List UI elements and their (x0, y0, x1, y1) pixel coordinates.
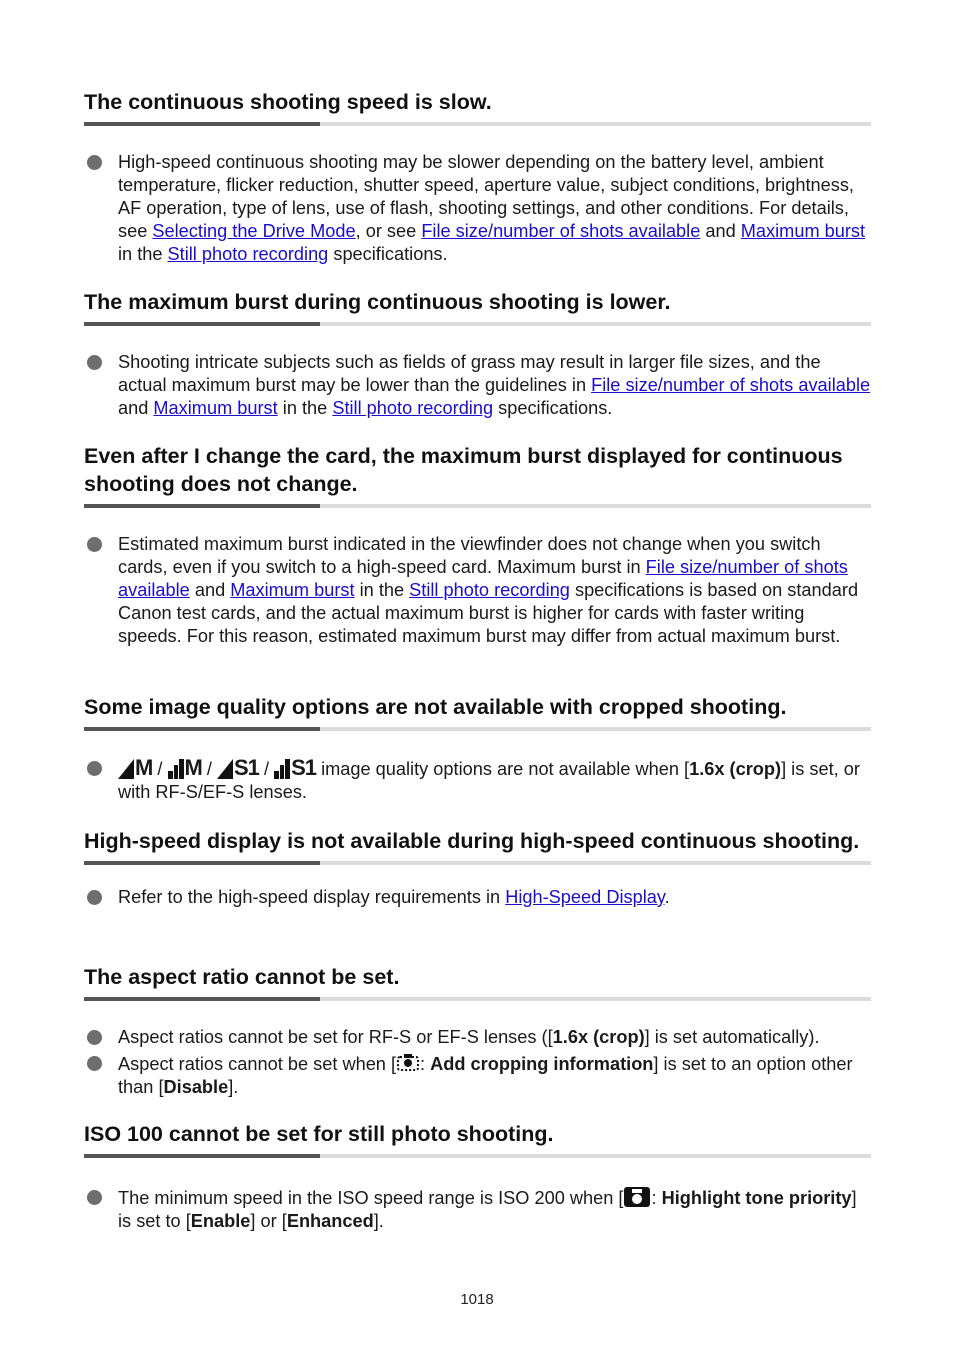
bullet-icon (87, 1190, 102, 1205)
section-image-quality-crop (84, 693, 871, 804)
camera-dotted-icon (396, 1052, 420, 1074)
bullet-icon (87, 1056, 102, 1071)
section-heading: The continuous shooting speed is slow. (84, 90, 492, 114)
link-selecting-drive-mode[interactable]: Selecting the Drive Mode (152, 221, 356, 241)
link-still-photo-recording[interactable]: Still photo recording (409, 580, 570, 600)
heading-rule (84, 504, 871, 508)
section-heading: The maximum burst during continuous shooting is lower. (84, 290, 671, 314)
heading-rule (84, 322, 871, 326)
text: . (664, 887, 670, 907)
bold-text: Enable (190, 1211, 251, 1231)
bullet-icon (87, 355, 102, 370)
text: , or see (355, 221, 422, 241)
bold-text: Disable (163, 1077, 229, 1097)
text: and (118, 398, 154, 418)
section-heading: Some image quality options are not available with cropped shooting. (84, 695, 787, 719)
text: The minimum speed in the ISO speed range is ISO 200 when [ (118, 1188, 624, 1208)
heading-rule (84, 1154, 871, 1158)
heading-rule (84, 122, 871, 126)
camera-icon (623, 1186, 651, 1208)
list-item (84, 1026, 871, 1049)
section-aspect-ratio (84, 963, 871, 1099)
link-maximum-burst[interactable]: Maximum burst (740, 221, 866, 241)
bullet-list (84, 1026, 871, 1099)
bullet-icon (87, 155, 102, 170)
bold-text: 1.6x (crop) (552, 1027, 645, 1047)
fine-m-quality-icon: M (118, 757, 152, 779)
link-file-size[interactable]: File size/number of shots available (118, 557, 848, 600)
text: ] is set to [ (118, 1188, 857, 1231)
text: ] is set to an option other than [ (118, 1054, 853, 1097)
text: and (700, 221, 741, 241)
link-still-photo-recording[interactable]: Still photo recording (167, 244, 329, 264)
link-file-size[interactable]: File size/number of shots available (591, 375, 871, 395)
bullet-list (84, 351, 871, 420)
bold-text: Enhanced (286, 1211, 374, 1231)
link-file-size[interactable]: File size/number of shots available (421, 221, 701, 241)
text: ] is set, or with RF-S/EF-S lenses. (118, 759, 860, 802)
separator: / (152, 759, 168, 779)
page-number: 1018 (460, 1291, 494, 1308)
section-iso-100 (84, 1120, 871, 1233)
section-card-change (84, 442, 871, 648)
section-heading: ISO 100 cannot be set for still photo shooting. (84, 1122, 554, 1146)
text: specifications. (328, 244, 448, 264)
text: ] or [ (250, 1211, 287, 1231)
list-item (84, 151, 871, 266)
text: in the (118, 244, 168, 264)
text: in the (277, 398, 333, 418)
bold-text: Add cropping information (430, 1054, 654, 1074)
text: ] is set automatically). (644, 1027, 820, 1047)
link-high-speed-display[interactable]: High-Speed Display (505, 887, 665, 907)
bullet-list (84, 1186, 871, 1233)
bullet-icon (87, 1030, 102, 1045)
bullet-icon (87, 537, 102, 552)
text: Estimated maximum burst indicated in the viewfinder does not change when you switch cards, even if you switch to a high-speed card. Maximum burst in (118, 534, 821, 577)
link-still-photo-recording[interactable]: Still photo recording (332, 398, 494, 418)
heading-rule (84, 727, 871, 731)
link-maximum-burst[interactable]: Maximum burst (153, 398, 278, 418)
text: image quality options are not available when [ (316, 759, 690, 779)
text: Shooting intricate subjects such as fields of grass may result in larger file sizes, and the actual maximum burst may be lower than the guidelines in (118, 352, 821, 395)
normal-s1-quality-icon: S1 (274, 757, 316, 779)
text: : (651, 1188, 662, 1208)
bullet-icon (87, 890, 102, 905)
text: ]. (228, 1077, 239, 1097)
text: specifications is based on standard Canon test cards, and the actual maximum burst is higher for cards with faster writing speeds. For this reason, estimated maximum burst may differ from actual maximum burst. (118, 580, 859, 646)
list-item (84, 1052, 871, 1099)
list-item (84, 886, 871, 909)
text: High-speed continuous shooting may be slower depending on the battery level, ambient temperature, flicker reduction, shutter speed, aperture value, subject conditions, brightness, AF operation, type of lens, use of flash, shooting settings, and other conditions. For details, see (118, 152, 854, 241)
separator: / (201, 759, 217, 779)
section-heading: High-speed display is not available during high-speed continuous shooting. (84, 829, 860, 853)
section-maximum-burst-lower (84, 288, 871, 420)
text: in the (354, 580, 410, 600)
bullet-list (84, 886, 871, 909)
list-item (84, 351, 871, 420)
fine-s1-quality-icon: S1 (217, 757, 259, 779)
section-heading: Even after I change the card, the maximum burst displayed for continuous shooting does not change. (84, 444, 843, 496)
list-item (84, 533, 871, 648)
list-item (84, 1186, 871, 1233)
separator: / (258, 759, 275, 779)
normal-m-quality-icon: M (168, 757, 202, 779)
section-continuous-speed (84, 88, 871, 266)
heading-rule (84, 861, 871, 865)
list-item (84, 757, 871, 804)
bold-text: Highlight tone priority (661, 1188, 852, 1208)
section-high-speed-display (84, 827, 871, 909)
text: Aspect ratios cannot be set for RF-S or EF-S lenses ([ (118, 1027, 553, 1047)
text: ]. (373, 1211, 384, 1231)
text: : (420, 1054, 431, 1074)
text: Refer to the high-speed display requirements in (118, 887, 506, 907)
bold-text: 1.6x (crop) (689, 759, 782, 779)
link-maximum-burst[interactable]: Maximum burst (230, 580, 355, 600)
text: Aspect ratios cannot be set when [ (118, 1054, 397, 1074)
section-heading: The aspect ratio cannot be set. (84, 965, 400, 989)
text: and (189, 580, 231, 600)
heading-rule (84, 997, 871, 1001)
bullet-list (84, 533, 871, 648)
text: specifications. (493, 398, 613, 418)
bullet-list (84, 151, 871, 266)
bullet-list (84, 757, 871, 804)
bullet-icon (87, 761, 102, 776)
